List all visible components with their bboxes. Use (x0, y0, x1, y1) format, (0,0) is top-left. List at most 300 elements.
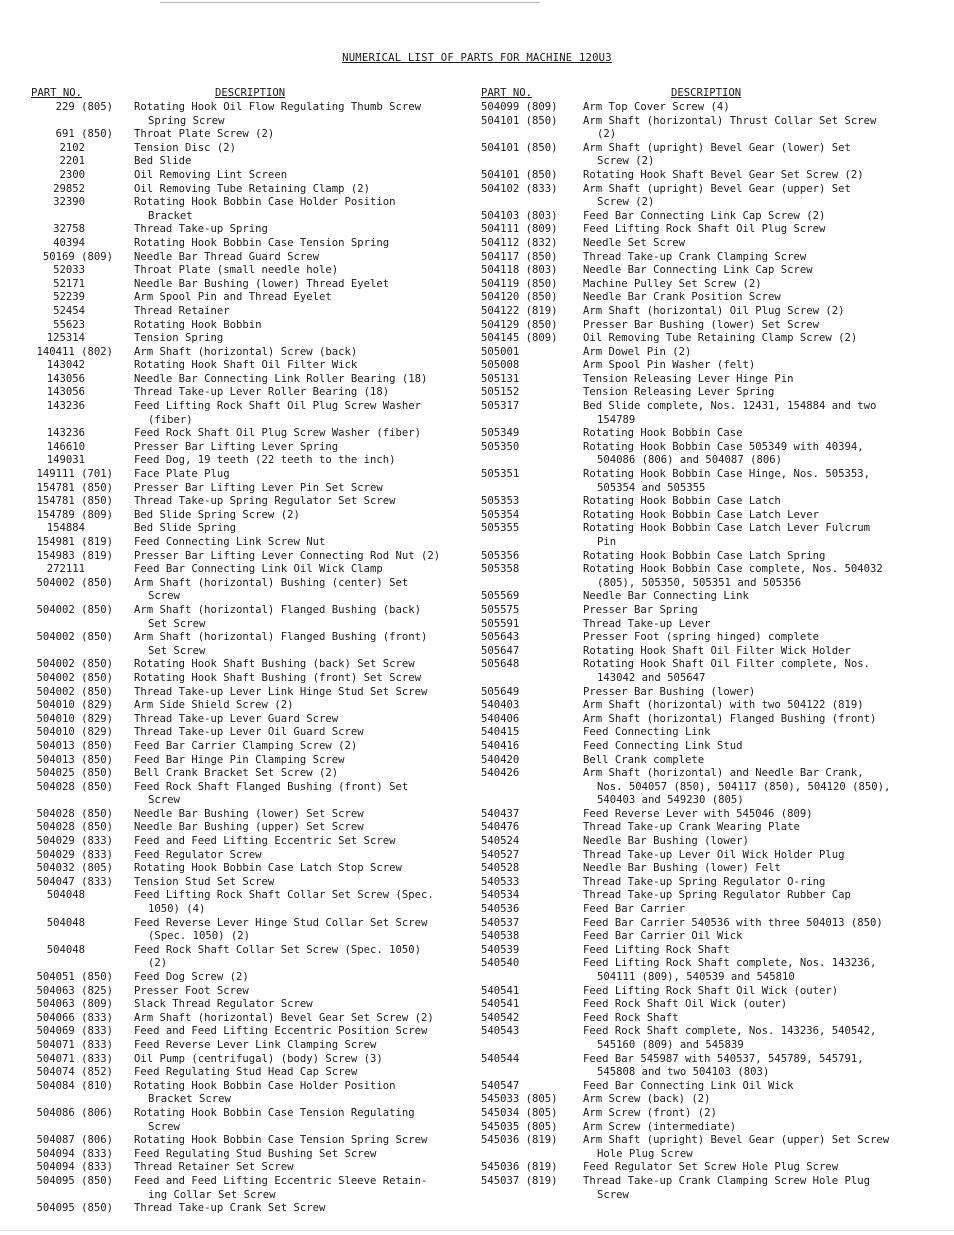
part-entry (31, 1107, 461, 1134)
part-description (583, 1134, 921, 1161)
part-entry (31, 808, 461, 822)
description-line: Thread Take-up Spring (134, 223, 268, 236)
description-line: Machine Pulley Set Screw (2) (583, 277, 762, 290)
description-line: Presser Bar Spring (583, 603, 698, 616)
description-line: Arm Side Shield Screw (2) (134, 699, 294, 712)
part-number: 505648 (481, 658, 520, 671)
part-number: 504094 (833) (36, 1147, 113, 1160)
part-number: 504047 (833) (36, 875, 113, 888)
description-line: Thread Take-up Spring Regulator Rubber Cap (583, 889, 851, 902)
part-number: 504028 (850) (36, 807, 113, 820)
part-number: 125314 (46, 332, 85, 345)
part-number: 505358 (481, 563, 520, 576)
description-line: Needle Bar Bushing (upper) Set Screw (134, 821, 364, 834)
description-line: Feed Rock Shaft (583, 1011, 679, 1024)
part-number: 540541 (481, 984, 520, 997)
description-line: Feed Bar Carrier Oil Wick (583, 930, 743, 943)
part-description (134, 1202, 461, 1216)
description-line: Rotating Hook Bobbin Case Latch Spring (583, 549, 826, 562)
part-description (583, 319, 921, 333)
part-entry (481, 985, 921, 999)
part-description (583, 210, 921, 224)
part-description (583, 699, 921, 713)
part-entry (31, 699, 461, 713)
description-line: Needle Set Screw (583, 236, 686, 249)
description-line: Rotating Hook Shaft Oil Filter Wick (134, 359, 358, 372)
part-entry (31, 917, 461, 944)
part-description (134, 754, 461, 768)
description-line: Needle Bar Bushing (lower) Set Screw (134, 807, 364, 820)
part-number: 504111 (809) (481, 223, 558, 236)
part-entry (481, 305, 921, 319)
part-number: 504101 (850) (481, 114, 558, 127)
description-line: Rotating Hook Bobbin (134, 318, 262, 331)
part-number: 504103 (803) (481, 209, 558, 222)
description-line: Needle Bar Thread Guard Screw (134, 250, 319, 263)
part-description (583, 359, 921, 373)
description-line: Presser Bar Lifting Lever Spring (134, 440, 339, 453)
part-entry (31, 849, 461, 863)
part-number: 504013 (850) (36, 753, 113, 766)
description-line: Throat Plate (small needle hole) (134, 264, 339, 277)
part-entry (31, 971, 461, 985)
part-entry (481, 876, 921, 890)
part-entry (481, 917, 921, 931)
part-description (134, 862, 461, 876)
part-entry (31, 454, 461, 468)
part-number: 143056 (46, 386, 85, 399)
part-entry (31, 944, 461, 971)
part-description (583, 1012, 921, 1026)
description-line: Slack Thread Regulator Screw (134, 998, 313, 1011)
description-line: Tension Stud Set Screw (134, 875, 275, 888)
description-line: (Spec. 1050) (2) (148, 930, 251, 943)
description-line: Feed Bar Carrier (583, 903, 686, 916)
part-entry (481, 1161, 921, 1175)
part-entry (481, 754, 921, 768)
part-entry (31, 441, 461, 455)
part-description (134, 509, 461, 523)
description-line: Rotating Hook Shaft Bushing (front) Set Screw (134, 671, 422, 684)
part-entry (481, 808, 921, 822)
part-entry (481, 699, 921, 713)
part-entry (31, 251, 461, 265)
part-description (583, 1025, 921, 1052)
part-entry (31, 726, 461, 740)
part-number: 505350 (481, 440, 520, 453)
description-line: Feed and Feed Lifting Eccentric Set Screw (134, 835, 396, 848)
part-entry (31, 862, 461, 876)
part-description (583, 101, 921, 115)
part-number: 52033 (53, 264, 85, 277)
part-number: 504028 (850) (36, 780, 113, 793)
part-description (583, 400, 921, 427)
part-entry (481, 427, 921, 441)
part-number: 504029 (833) (36, 835, 113, 848)
part-description (134, 726, 461, 740)
description-line: Rotating Hook Bobbin Case Holder Position (134, 1079, 396, 1092)
part-description (134, 971, 461, 985)
part-entry (31, 740, 461, 754)
part-number: 272111 (46, 563, 85, 576)
part-number: 540426 (481, 767, 520, 780)
description-line: Needle Bar Connecting Link Roller Bearing (18) (134, 372, 428, 385)
part-entry (481, 264, 921, 278)
part-description (583, 183, 921, 210)
part-description (134, 237, 461, 251)
part-entry (481, 1134, 921, 1161)
part-description (134, 808, 461, 822)
part-description (134, 305, 461, 319)
part-entry (31, 427, 461, 441)
part-description (134, 291, 461, 305)
part-number: 505008 (481, 359, 520, 372)
part-number: 505649 (481, 685, 520, 698)
description-line: Feed and Feed Lifting Eccentric Position Screw (134, 1025, 428, 1038)
column-header (31, 87, 461, 101)
part-entry (481, 889, 921, 903)
parts-column-left (31, 87, 461, 1216)
part-entry (31, 522, 461, 536)
part-entry (31, 658, 461, 672)
part-description (134, 264, 461, 278)
part-entry (481, 604, 921, 618)
part-number: 149111 (701) (36, 468, 113, 481)
part-description (134, 672, 461, 686)
part-number: 691 (850) (55, 128, 113, 141)
part-description (583, 808, 921, 822)
description-line: Presser Foot (spring hinged) complete (583, 631, 819, 644)
part-description (583, 1175, 921, 1202)
part-entry (481, 658, 921, 685)
part-number: 143056 (46, 372, 85, 385)
description-line: Rotating Hook Shaft Bushing (back) Set Screw (134, 658, 415, 671)
part-number: 143042 (46, 359, 85, 372)
page-title: NUMERICAL LIST OF PARTS FOR MACHINE 120U3 (342, 52, 612, 64)
description-line: Arm Shaft (horizontal) with two 504122 (819) (583, 699, 864, 712)
part-entry (31, 1025, 461, 1039)
part-entry (31, 237, 461, 251)
description-line: Feed Connecting Link Stud (583, 739, 743, 752)
part-number: 540540 (481, 957, 520, 970)
part-entry (31, 876, 461, 890)
part-description (134, 998, 461, 1012)
part-entry (31, 1134, 461, 1148)
part-entry (31, 509, 461, 523)
part-description (134, 767, 461, 781)
part-description (134, 536, 461, 550)
part-number: 505353 (481, 495, 520, 508)
description-line: Screw (2) (597, 155, 655, 168)
description-line: Presser Bar Bushing (lower) Set Screw (583, 318, 819, 331)
description-line: Thread Retainer Set Screw (134, 1161, 294, 1174)
part-description (134, 686, 461, 700)
part-description (134, 1148, 461, 1162)
part-entry (481, 386, 921, 400)
part-number: 505643 (481, 631, 520, 644)
part-description (134, 468, 461, 482)
part-number: 504032 (805) (36, 862, 113, 875)
part-number: 540541 (481, 998, 520, 1011)
part-description (583, 1161, 921, 1175)
part-description (583, 835, 921, 849)
part-number: 540416 (481, 739, 520, 752)
part-description (134, 223, 461, 237)
part-entry (481, 1107, 921, 1121)
description-line: Needle Bar Bushing (lower) Thread Eyelet (134, 277, 390, 290)
part-description (583, 957, 921, 984)
part-entry (481, 101, 921, 115)
part-entry (31, 889, 461, 916)
part-description (583, 849, 921, 863)
part-number: 540524 (481, 835, 520, 848)
description-line: Thread Retainer (134, 304, 230, 317)
part-entry (31, 196, 461, 223)
part-description (583, 509, 921, 523)
description-line: Rotating Hook Shaft Oil Filter complete, Nos. (583, 658, 871, 671)
part-entry (481, 618, 921, 632)
part-number: 504010 (829) (36, 699, 113, 712)
description-line: Feed Regulator Set Screw Hole Plug Screw (583, 1161, 839, 1174)
description-line: 545160 (809) and 545839 (597, 1038, 744, 1051)
part-entry (31, 631, 461, 658)
description-line: 1050) (4) (148, 903, 206, 916)
part-description (134, 835, 461, 849)
part-description (583, 373, 921, 387)
part-number: 504071 (833) (36, 1052, 113, 1065)
part-number: 55623 (53, 318, 85, 331)
part-entry (31, 373, 461, 387)
description-line: Needle Bar Bushing (lower) Felt (583, 862, 781, 875)
description-line: Throat Plate Screw (2) (134, 128, 275, 141)
part-number: 540420 (481, 753, 520, 766)
description-line: Feed Lifting Rock Shaft Collar Set Screw (Spec. (134, 889, 434, 902)
description-line: Arm Shaft (upright) Bevel Gear (upper) Set (583, 182, 851, 195)
part-number: 32390 (53, 196, 85, 209)
part-number: 504013 (850) (36, 739, 113, 752)
part-description (583, 631, 921, 645)
part-description (134, 155, 461, 169)
part-number: 52171 (53, 277, 85, 290)
part-number: 140411 (802) (36, 345, 113, 358)
description-line: Feed Lifting Rock Shaft complete, Nos. 143236, (583, 957, 877, 970)
part-number: 504122 (819) (481, 304, 558, 317)
part-number: 504010 (829) (36, 726, 113, 739)
description-line: Rotating Hook Bobbin Case Tension Spring Screw (134, 1134, 428, 1147)
description-line: Bell Crank Bracket Set Screw (2) (134, 767, 339, 780)
part-description (583, 1093, 921, 1107)
part-description (583, 291, 921, 305)
part-entry (31, 319, 461, 333)
description-line: Tension Spring (134, 332, 224, 345)
part-entry (31, 495, 461, 509)
part-number: 540539 (481, 943, 520, 956)
part-number: 540528 (481, 862, 520, 875)
part-number: 505355 (481, 522, 520, 535)
description-line: Feed Bar Hinge Pin Clamping Screw (134, 753, 345, 766)
part-number: 2102 (59, 141, 85, 154)
part-number: 540543 (481, 1025, 520, 1038)
description-line: Rotating Hook Bobbin Case 505349 with 40394, (583, 440, 864, 453)
part-description (134, 386, 461, 400)
description-line: Presser Foot Screw (134, 984, 249, 997)
part-number: 229 (805) (55, 101, 113, 113)
part-description (134, 1053, 461, 1067)
description-line: Thread Take-up Crank Clamping Screw (583, 250, 807, 263)
description-line: Arm Shaft (horizontal) Bevel Gear Set Screw (2) (134, 1011, 434, 1024)
description-line: 540403 and 549230 (805) (597, 794, 744, 807)
part-description (134, 1012, 461, 1026)
part-entry (481, 509, 921, 523)
description-line: Bell Crank complete (583, 753, 705, 766)
part-entry (481, 849, 921, 863)
description-line: Arm Shaft (horizontal) Flanged Bushing (front) (583, 712, 877, 725)
part-entry (31, 1175, 461, 1202)
part-description (134, 889, 461, 916)
part-number: 540406 (481, 712, 520, 725)
part-entry (31, 1080, 461, 1107)
part-entry (31, 985, 461, 999)
part-entry (481, 1080, 921, 1094)
description-line: Face Plate Plug (134, 468, 230, 481)
part-entry (481, 713, 921, 727)
part-description (134, 441, 461, 455)
part-description (583, 985, 921, 999)
part-number: 545034 (805) (481, 1106, 558, 1119)
part-description (134, 251, 461, 265)
part-description (583, 917, 921, 931)
part-description (134, 699, 461, 713)
part-entry (31, 1161, 461, 1175)
description-line: 505354 and 505355 (597, 481, 706, 494)
part-entry (31, 821, 461, 835)
part-number: 149031 (46, 454, 85, 467)
description-line: Needle Bar Crank Position Screw (583, 291, 781, 304)
part-description (134, 577, 461, 604)
part-description (583, 686, 921, 700)
description-line: 154789 (597, 413, 636, 426)
description-line: Hole Plug Screw (597, 1147, 693, 1160)
part-entry (481, 495, 921, 509)
description-line: Feed Lifting Rock Shaft Oil Plug Screw (583, 223, 826, 236)
part-entry (481, 563, 921, 590)
part-entry (481, 237, 921, 251)
part-description (134, 454, 461, 468)
part-entry (481, 590, 921, 604)
part-entry (31, 101, 461, 128)
part-entry (31, 142, 461, 156)
description-line: (2) (148, 957, 168, 970)
description-line: Oil Pump (centrifugal) (body) Screw (3) (134, 1052, 383, 1065)
description-line: Tension Releasing Lever Hinge Pin (583, 372, 794, 385)
part-entry (481, 522, 921, 549)
part-entry (31, 604, 461, 631)
description-line: (fiber) (148, 413, 193, 426)
part-description (134, 631, 461, 658)
part-number: 540534 (481, 889, 520, 902)
part-number: 504066 (833) (36, 1011, 113, 1024)
part-entry (481, 183, 921, 210)
part-description (583, 278, 921, 292)
description-line: Feed Rock Shaft Flanged Bushing (front) Set (134, 780, 409, 793)
part-entry (481, 468, 921, 495)
part-number: 504101 (850) (481, 141, 558, 154)
description-line: Thread Take-up Spring Regulator Set Screw (134, 495, 396, 508)
description-line: Feed Lifting Rock Shaft Oil Wick (outer) (583, 984, 839, 997)
part-description (583, 645, 921, 659)
part-number: 504101 (850) (481, 168, 558, 181)
part-entry (31, 1148, 461, 1162)
description-header: DESCRIPTION (215, 87, 286, 99)
description-line: Presser Bar Lifting Lever Connecting Rod Nut (2) (134, 549, 441, 562)
description-line: Feed Connecting Link Screw Nut (134, 536, 326, 548)
part-description (583, 495, 921, 509)
part-number: 505351 (481, 468, 520, 481)
description-line: Arm Screw (front) (2) (583, 1106, 717, 1119)
description-line: Rotating Hook Bobbin Case Holder Position (134, 196, 396, 209)
part-description (583, 427, 921, 441)
part-entry (481, 821, 921, 835)
description-line: Arm Screw (back) (2) (583, 1093, 711, 1106)
part-description (134, 128, 461, 142)
part-number: 504084 (810) (36, 1079, 113, 1092)
part-description (134, 876, 461, 890)
parts-list-left (31, 101, 461, 1216)
part-number: 154781 (850) (36, 495, 113, 508)
part-number: 40394 (53, 236, 85, 249)
part-description (583, 862, 921, 876)
part-description (583, 169, 921, 183)
part-entry (31, 359, 461, 373)
description-line: Oil Removing Tube Retaining Clamp (2) (134, 182, 370, 195)
part-number: 504117 (850) (481, 250, 558, 263)
description-line: Rotating Hook Bobbin Case Latch Lever (583, 508, 819, 521)
part-description (583, 889, 921, 903)
part-number: 154781 (850) (36, 481, 113, 494)
part-description (134, 944, 461, 971)
description-line: Bracket Screw (148, 1093, 231, 1106)
part-entry (481, 223, 921, 237)
part-entry (481, 251, 921, 265)
part-description (583, 604, 921, 618)
part-number: 504002 (850) (36, 631, 113, 644)
part-number: 545037 (819) (481, 1174, 558, 1187)
part-description (583, 726, 921, 740)
part-number: 504119 (850) (481, 277, 558, 290)
part-number: 154789 (809) (36, 508, 113, 521)
part-description (134, 522, 461, 536)
description-line: Feed Lifting Rock Shaft Oil Plug Screw Washer (134, 400, 422, 413)
part-entry (31, 264, 461, 278)
part-entry (481, 930, 921, 944)
description-line: Feed Dog, 19 teeth (22 teeth to the inch) (134, 454, 396, 467)
part-description (134, 427, 461, 441)
description-line: Feed Regulator Screw (134, 848, 262, 861)
part-entry (31, 577, 461, 604)
part-description (583, 618, 921, 632)
part-number: 545036 (819) (481, 1134, 558, 1147)
description-line: Arm Shaft (upright) Bevel Gear (upper) Set Screw (583, 1134, 890, 1147)
part-entry (481, 142, 921, 169)
part-number: 52239 (53, 291, 85, 304)
description-line: Rotating Hook Bobbin Case Hinge, Nos. 505353, (583, 468, 871, 481)
part-number: 504120 (850) (481, 291, 558, 304)
part-description (134, 713, 461, 727)
description-line: Arm Shaft (horizontal) Bushing (center) Set (134, 576, 409, 589)
part-description (134, 196, 461, 223)
part-entry (481, 291, 921, 305)
part-entry (31, 672, 461, 686)
